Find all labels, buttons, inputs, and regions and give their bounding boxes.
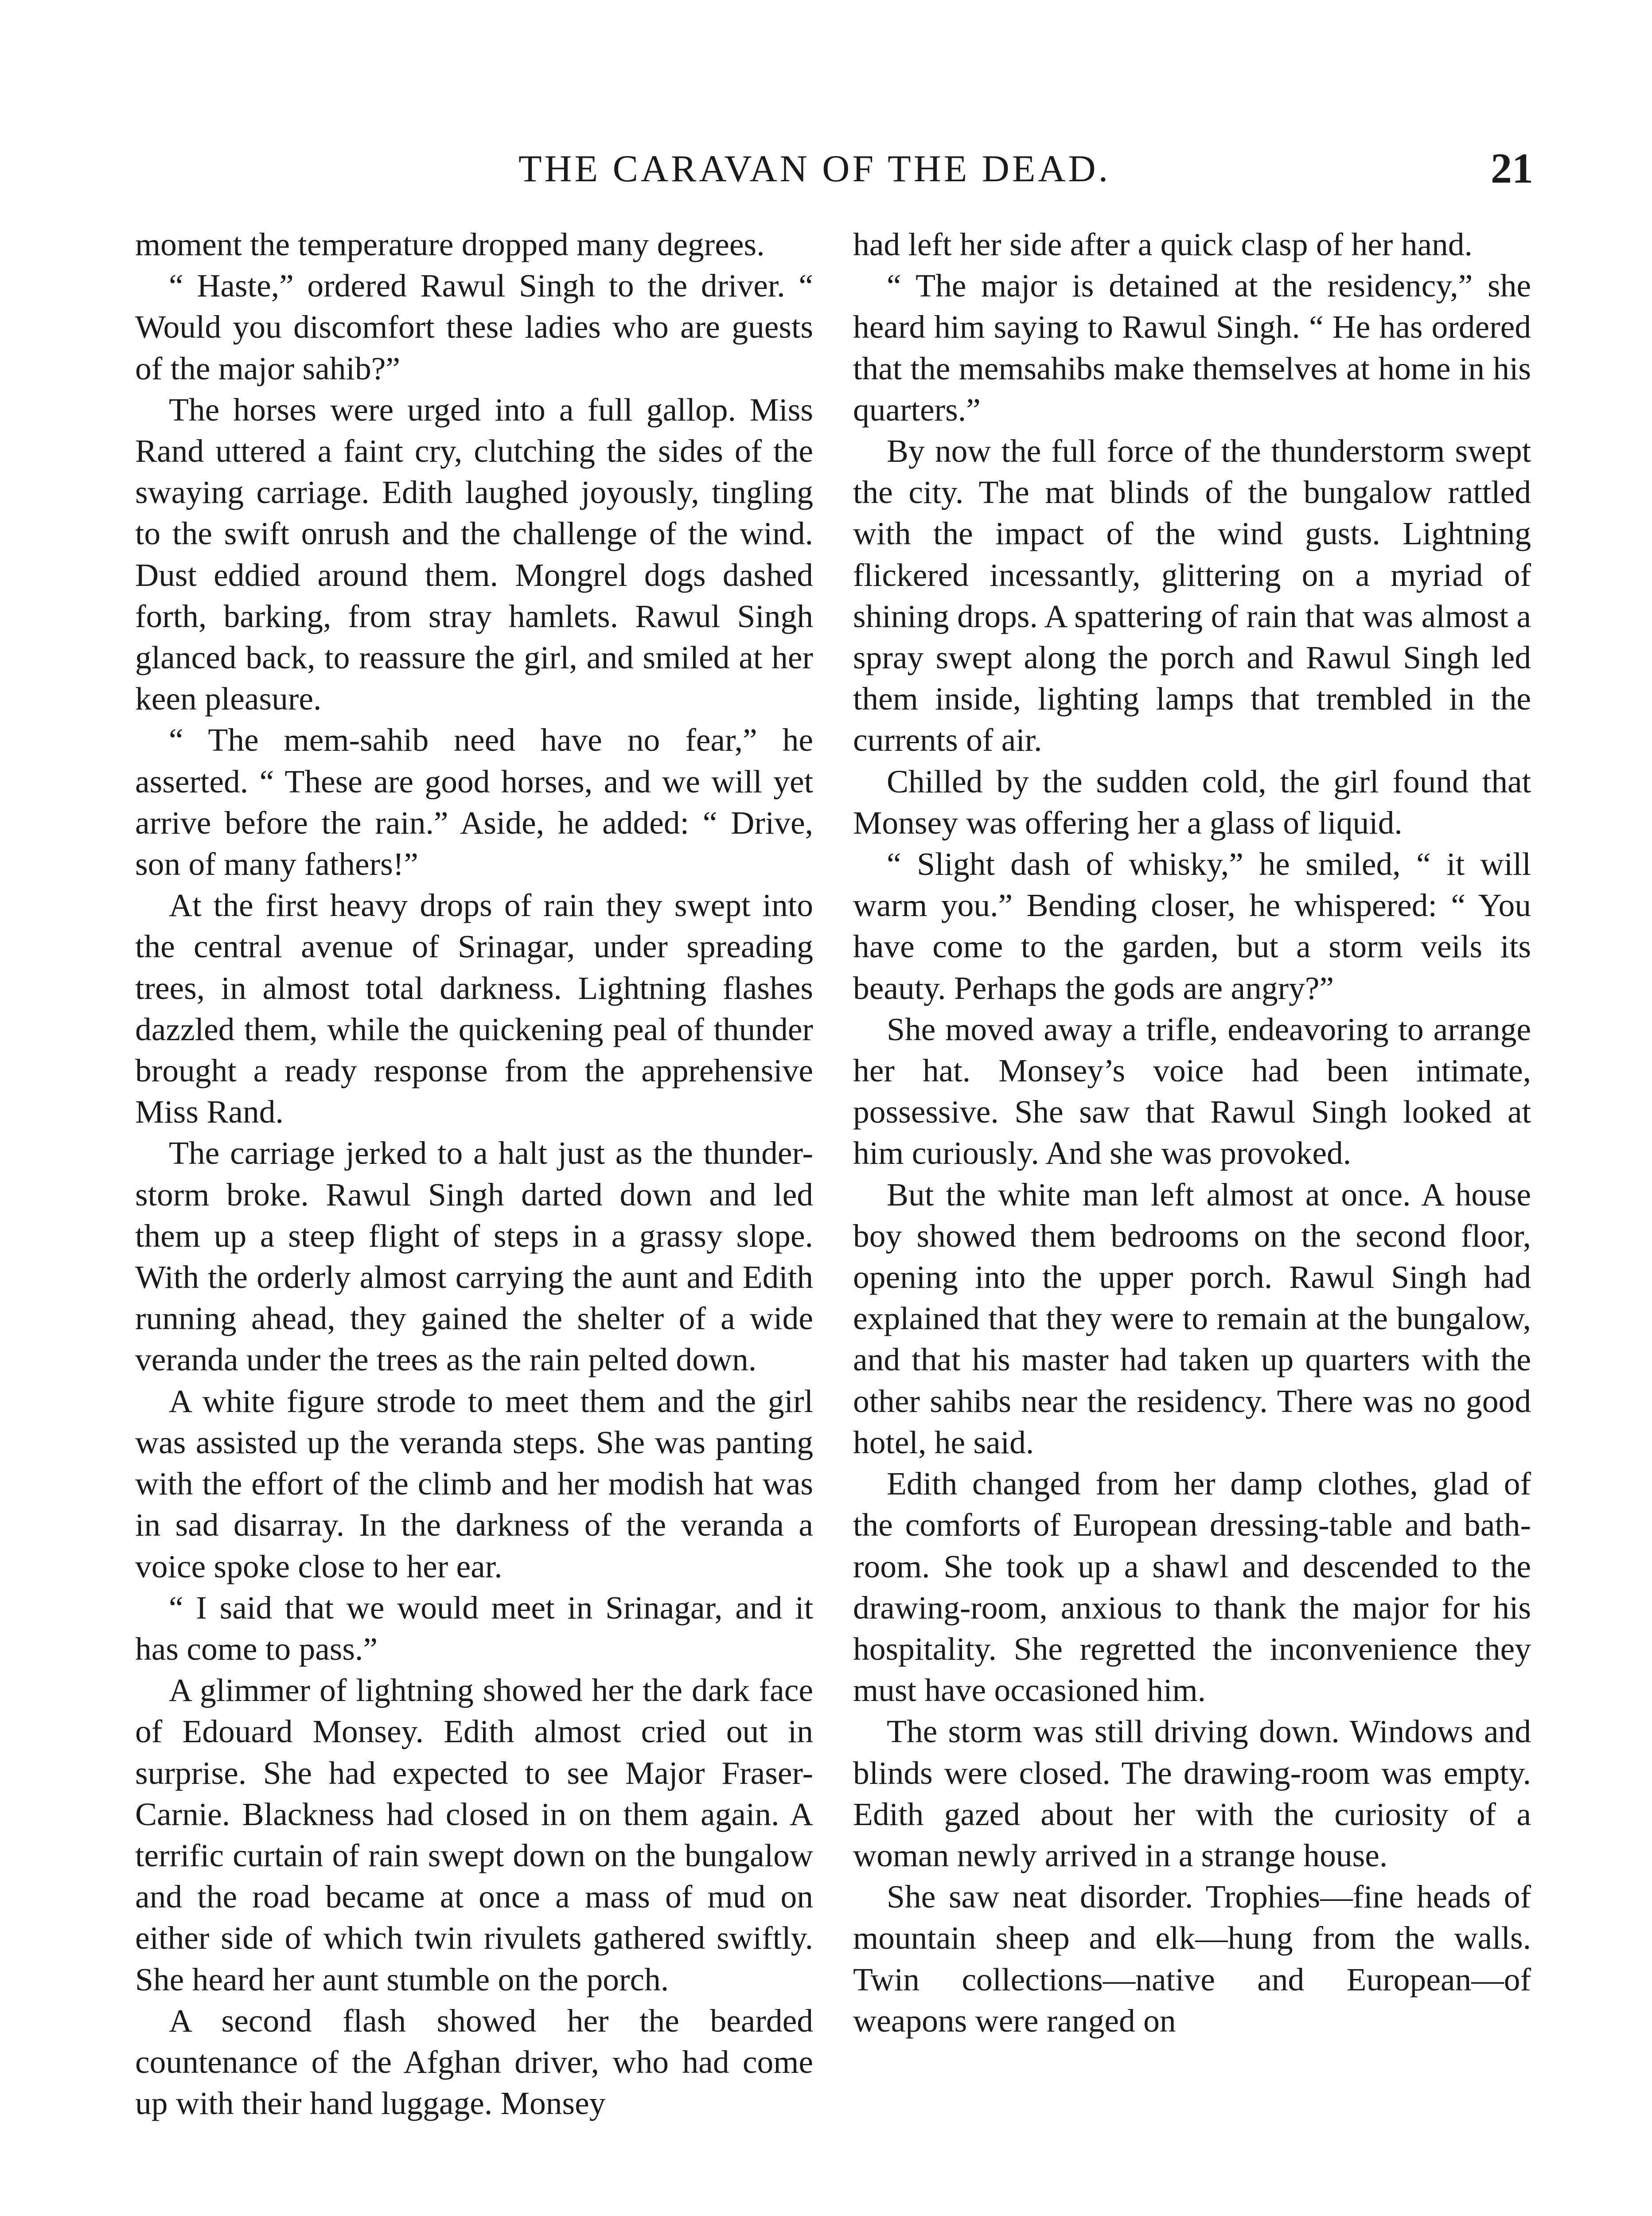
paragraph: The horses were urged into a full gallop. Miss Rand uttered a faint cry, clutching the sides of the swaying carriage. Edith laughed joyously, tingling to the swift onrush and the challenge of the wind. Dust eddied around them. Mongrel dogs dashed forth, barking, from stray hamlets. Rawul Singh glanced back, to reassure the girl, and smiled at her keen pleasure. bbox=[135, 391, 813, 717]
paragraph: “ The major is detained at the residency,” she heard him saying to Rawul Singh. “ He has ordered that the memsahibs make themselves at home in his quarters.” bbox=[853, 268, 1531, 428]
left-column bbox=[135, 224, 813, 2124]
paragraph: But the white man left almost at once. A house boy showed them bedrooms on the second floor, opening into the upper porch. Rawul Singh had explained that they were to remain at the bungalow, and that his master had taken up quarters with the other sahibs near the residency. There was no good hotel, he said. bbox=[853, 1176, 1531, 1460]
paragraph: Edith changed from her damp clothes, glad of the comforts of European dressing-table and bath-room. She took up a shawl and descended to the drawing-room, anxious to thank the major for his hospitality. She regretted the inconvenience they must have occasioned him. bbox=[853, 1466, 1531, 1709]
paragraph: A glimmer of lightning showed her the dark face of Edouard Monsey. Edith almost cried out in surprise. She had expected to see Major Fraser-Carnie. Blackness had closed in on them again. A terrific curtain of rain swept down on the bungalow and the road became at once a mass of mud on either side of which twin rivulets gathered swiftly. She heard her aunt stumble on the porch. bbox=[135, 1672, 813, 1998]
paragraph: “ Haste,” ordered Rawul Singh to the driver. “ Would you discomfort these ladies who are guests of the major sahib?” bbox=[135, 268, 813, 386]
paragraph: “ I said that we would meet in Srinagar, and it has come to pass.” bbox=[135, 1589, 813, 1667]
paragraph: She moved away a trifle, endeavoring to arrange her hat. Monsey’s voice had been intimate, possessive. She saw that Rawul Singh looked at him curiously. And she was provoked. bbox=[853, 1011, 1531, 1171]
paragraph: She saw neat disorder. Trophies—fine heads of mountain sheep and elk—hung from the walls. Twin collections—native and European—of weapons were ranged on bbox=[853, 1879, 1531, 2039]
paragraph: moment the temperature dropped many degrees. bbox=[135, 226, 765, 262]
right-column bbox=[853, 224, 1531, 2041]
paragraph: The carriage jerked to a halt just as the thunder-storm broke. Rawul Singh darted down and led them up a steep flight of steps in a grassy slope. With the orderly almost carrying the aunt and Edith running ahead, they gained the shelter of a wide veranda under the trees as the rain pelted down. bbox=[135, 1135, 813, 1378]
paragraph: “ Slight dash of whisky,” he smiled, “ it will warm you.” Bending closer, he whispered: “ You have come to the garden, but a storm veils its beauty. Perhaps the gods are angry?” bbox=[853, 846, 1531, 1006]
running-head: THE CARAVAN OF THE DEAD. bbox=[518, 147, 1111, 190]
paragraph: The storm was still driving down. Windows and blinds were closed. The drawing-room was empty. Edith gazed about her with the curiosity of a woman newly arrived in a strange house. bbox=[853, 1713, 1531, 1873]
page-header bbox=[137, 146, 1533, 199]
paragraph: had left her side after a quick clasp of her hand. bbox=[853, 226, 1473, 262]
paragraph: A white figure strode to meet them and the girl was assisted up the veranda steps. She was panting with the effort of the climb and her modish hat was in sad disarray. In the darkness of the veranda a voice spoke close to her ear. bbox=[135, 1383, 813, 1584]
paragraph: Chilled by the sudden cold, the girl found that Monsey was offering her a glass of liquid. bbox=[853, 763, 1531, 841]
paragraph: A second flash showed her the bearded countenance of the Afghan driver, who had come up with their hand luggage. Monsey bbox=[135, 2002, 813, 2122]
page-number: 21 bbox=[1491, 144, 1533, 192]
paragraph: “ The mem-sahib need have no fear,” he asserted. “ These are good horses, and we will yet arrive before the rain.” Aside, he added: “ Drive, son of many fathers!” bbox=[135, 722, 813, 882]
paragraph: By now the full force of the thunderstorm swept the city. The mat blinds of the bungalow rattled with the impact of the wind gusts. Lightning flickered incessantly, glittering on a myriad of shining drops. A spattering of rain that was almost a spray swept along the porch and Rawul Singh led them inside, lighting lamps that trembled in the currents of air. bbox=[853, 433, 1531, 758]
paragraph: At the first heavy drops of rain they swept into the central avenue of Srinagar, under spreading trees, in almost total darkness. Lightning flashes dazzled them, while the quickening peal of thunder brought a ready response from the apprehensive Miss Rand. bbox=[135, 887, 813, 1130]
